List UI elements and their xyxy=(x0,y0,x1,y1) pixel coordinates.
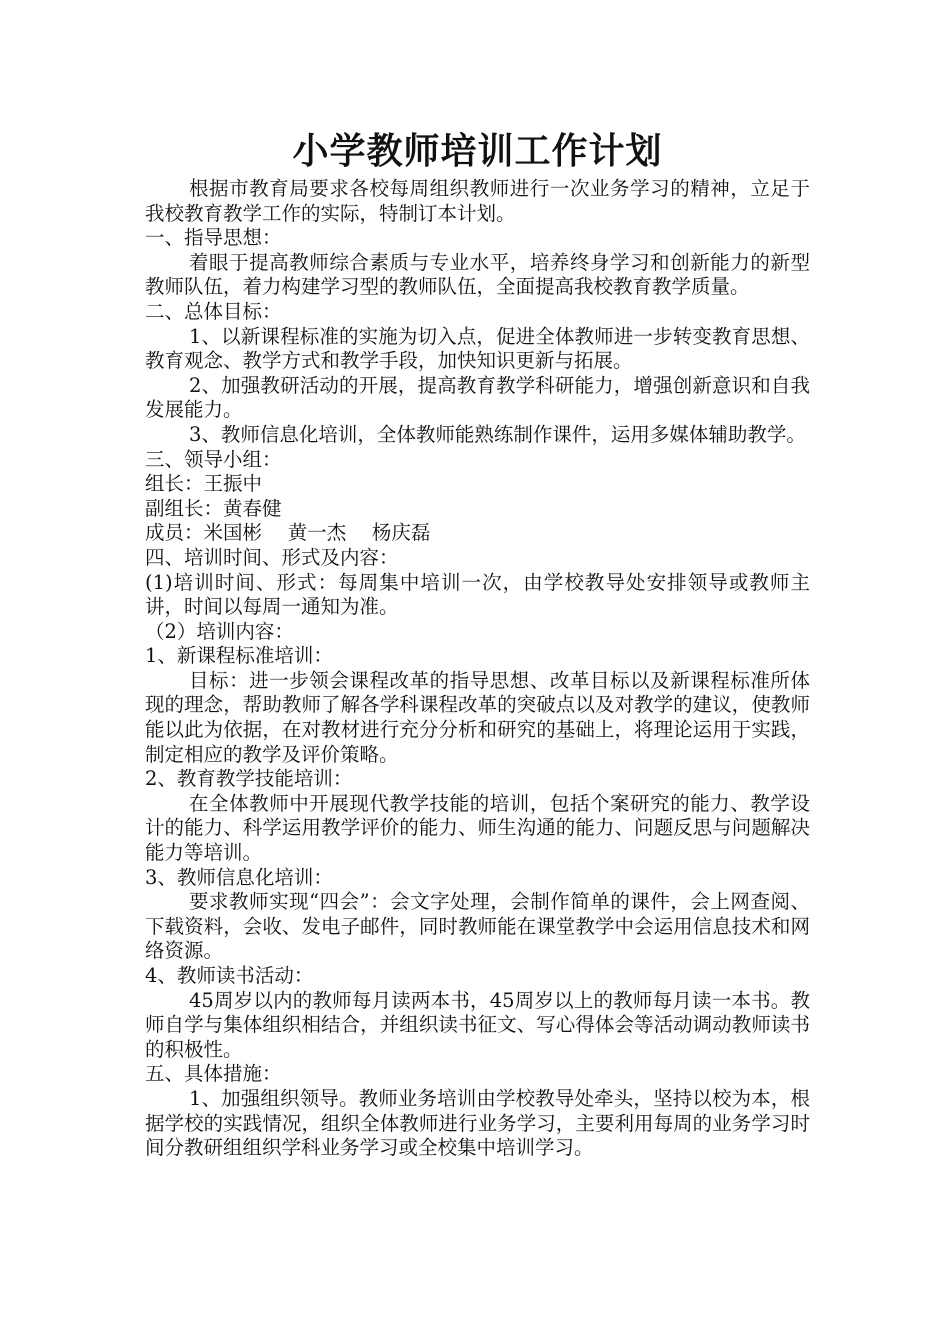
content-heading-teaching-skills: 2、教育教学技能培训： xyxy=(145,767,353,791)
content-heading-reading-activity: 4、教师读书活动： xyxy=(145,964,314,987)
curriculum-standards-paragraph: 目标：进一步领会课程改革的指导思想、改革目标以及新课程标准所体现的理念，帮助教师了解各学科课程改革的突破点以及对教学的建议，使教师能以此为依据，在对教材进行充分分析和研究的基础上，将理论运用于实践，制定相应的教学及评价策略。 xyxy=(145,668,810,766)
teaching-skills-paragraph: 在全体教师中开展现代教学技能的培训，包括个案研究的能力、教学设计的能力、科学运用教学评价的能力、师生沟通的能力、问题反思与问题解决能力等培训。 xyxy=(145,791,810,865)
training-time-paragraph: (1)培训时间、形式：每周集中培训一次，由学校教导处安排领导或教师主讲，时间以每周一通知为准。 xyxy=(145,570,810,619)
section-heading-training-schedule: 四、培训时间、形式及内容： xyxy=(145,545,399,569)
group-members: 成员：米国彬 黄一杰 杨庆磊 xyxy=(145,521,431,545)
it-training-paragraph: 要求教师实现“四会”：会文字处理，会制作简单的课件，会上网查阅、下载资料，会收、发电子邮件，同时教师能在课堂教学中会运用信息技术和网络资源。 xyxy=(145,890,810,963)
content-heading-it-training: 3、教师信息化培训： xyxy=(145,865,333,889)
document-page xyxy=(145,127,810,1161)
group-deputy-leader: 副组长：黄春健 xyxy=(145,496,282,520)
measure-item-1: 1、加强组织领导。教师业务培训由学校教导处牵头，坚持以校为本，根据学校的实践情况，组织全体教师进行业务学习，主要利用每周的业务学习时间分教研组组织学科业务学习或全校集中培训学习。 xyxy=(145,1086,810,1160)
section-heading-leadership-group: 三、领导小组： xyxy=(145,447,282,471)
section-heading-overall-goals: 二、总体目标： xyxy=(145,299,282,323)
document-title: 小学教师培训工作计划 xyxy=(292,131,663,172)
group-leader: 组长：王振中 xyxy=(145,472,263,496)
training-content-heading: （2）培训内容： xyxy=(145,619,294,643)
goal-item-2: 2、加强教研活动的开展，提高教育教学科研能力，增强创新意识和自我发展能力。 xyxy=(145,373,810,422)
guiding-ideology-paragraph: 着眼于提高教师综合素质与专业水平，培养终身学习和创新能力的新型教师队伍，着力构建学习型的教师队伍，全面提高我校教育教学质量。 xyxy=(145,250,810,299)
intro-paragraph: 根据市教育局要求各校每周组织教师进行一次业务学习的精神，立足于我校教育教学工作的实际，特制订本计划。 xyxy=(145,177,810,225)
goal-item-1: 1、以新课程标准的实施为切入点，促进全体教师进一步转变教育思想、教育观念、教学方式和教学手段，加快知识更新与拓展。 xyxy=(145,324,810,373)
section-heading-specific-measures: 五、具体措施： xyxy=(145,1062,282,1086)
section-heading-guiding-ideology: 一、指导思想： xyxy=(145,226,282,250)
goal-item-3: 3、教师信息化培训，全体教师能熟练制作课件，运用多媒体辅助教学。 xyxy=(189,422,806,446)
content-heading-curriculum-standards: 1、新课程标准培训： xyxy=(145,644,333,668)
reading-activity-paragraph: 45周岁以内的教师每月读两本书，45周岁以上的教师每月读一本书。教师自学与集体组织相结合，并组织读书征文、写心得体会等活动调动教师读书的积极性。 xyxy=(145,988,810,1061)
